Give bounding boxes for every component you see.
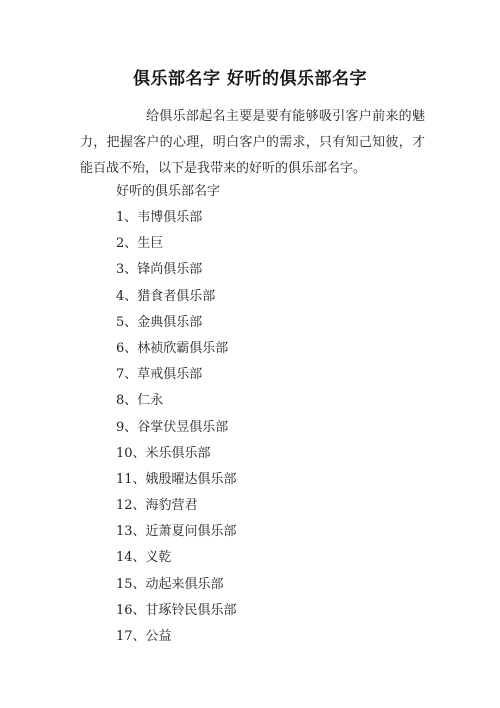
list-heading: 好听的俱乐部名字: [116, 184, 221, 199]
document-title: 俱乐部名字 好听的俱乐部名字: [133, 69, 367, 89]
list-item: 11、娥殷曜达俱乐部: [116, 471, 237, 487]
list-item: 6、林祯欣霸俱乐部: [116, 340, 229, 356]
list-item: 4、猎食者俱乐部: [116, 288, 216, 304]
name-list: [116, 208, 237, 653]
list-item: 13、近萧夏问俱乐部: [116, 524, 237, 540]
list-item: 2、生巨: [116, 236, 164, 252]
list-item: 3、锋尚俱乐部: [116, 262, 203, 278]
list-item: 17、公益: [116, 629, 172, 644]
list-item: 1、韦博俱乐部: [116, 210, 203, 225]
list-item: 8、仁永: [116, 393, 164, 409]
list-item: 5、金典俱乐部: [116, 314, 203, 330]
list-item: 9、谷掌伏昱俱乐部: [116, 419, 229, 435]
list-item: 12、海豹营君: [116, 498, 198, 514]
list-item: 14、义乾: [116, 550, 172, 566]
intro-paragraph: 给俱乐部起名主要是要有能够吸引客户前来的魅力，把握客户的心理，明白客户的需求，只有知己知彼，才能百战不殆，以下是我带来的好听的俱乐部名字。: [80, 109, 425, 176]
list-item: 10、米乐俱乐部: [116, 445, 211, 461]
list-item: 7、草戒俱乐部: [116, 367, 203, 383]
list-item: 16、甘琢铃民俱乐部: [116, 602, 237, 618]
list-item: 15、动起来俱乐部: [116, 576, 224, 592]
